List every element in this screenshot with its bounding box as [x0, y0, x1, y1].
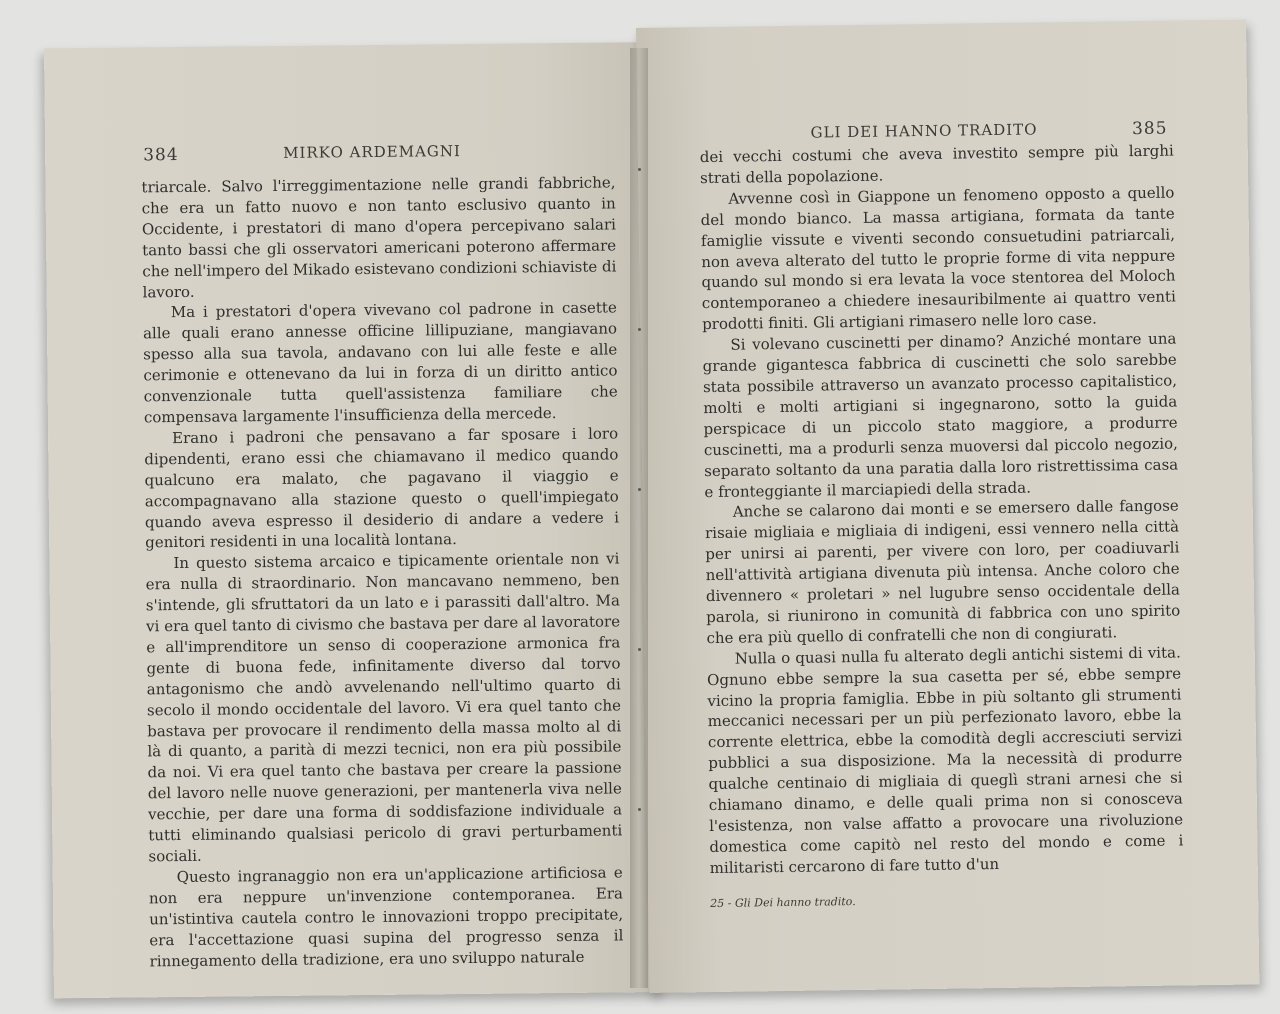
book-gutter: [630, 48, 648, 988]
paragraph: In questo sistema arcaico e tipicamente orientale non vi era nulla di straordinario. Non mancavano nemmeno, ben s'intende, gli sfruttatori da un lato e i parassiti dall'altro. Ma vi era quel tanto di civismo che bastava per dare al lavoratore e all'imprenditore un senso di cooperazione armonica fra gente di buona fede, infinitamente diverso dal torvo antagonismo che andò avvelenando nell'ultimo quarto di secolo il mondo occidentale del lavoro. Vi era quel tanto che bastava per provocare il rendimento della massa molto al di là di quanto, a parità di mezzi tecnici, non era più possibile da noi. Vi era quel tanto che bastava per creare la passione del lavoro nelle nuove generazioni, per mantenerla viva nelle vecchie, per dare una forma di soddisfazione individuale a tutti eliminando qualsiasi pericolo di gravi perturbamenti sociali.: [145, 549, 623, 866]
paragraph: Si volevano cuscinetti per dinamo? Anziché montare una grande gigantesca fabbrica di cuscinetti che solo sarebbe stata possibile attraverso un avanzato processo capitalistico, molti e molti artigiani si ingegnarono, sotto la guida perspicace di un piccolo stato maggiore, a produrre cuscinetti, ma a produrli senza muoversi dal piccolo negozio, separato soltanto da una paratia dalla loro ristrettissima casa e fronteggiante il marciapiedi della strada.: [702, 329, 1179, 501]
left-running-head: [45, 140, 655, 170]
paragraph: Erano i padroni che pensavano a far sposare i loro dipendenti, erano essi che chiamavano il medico quando qualcuno era malato, che pagavano il viaggio e accompagnavano alla stazione questo o quell'impiegato quando aveva espresso il desiderio di andare a vedere i genitori residenti in una località lontana.: [144, 424, 620, 552]
signature-footer: 25 - Gli Dei hanno tradito.: [710, 895, 856, 911]
right-page-text: [700, 141, 1184, 879]
left-page-number: 384: [143, 144, 179, 166]
paragraph: Avvenne così in Giappone un fenomeno opposto a quello del mondo bianco. La massa artigiana, formata da tante famiglie vissute e viventi secondo consuetudini patriarcali, non aveva alterato del tutto le proprie forme di vita neppure quando sul mondo si era levata la voce stentorea del Moloch contemporaneo a chiedere inesauribilmente ai quattro venti prodotti finiti. Gli artigiani rimasero nelle loro case.: [700, 183, 1176, 334]
paragraph: dei vecchi costumi che aveva investito sempre più larghi strati della popolazione.: [699, 141, 1174, 188]
paragraph: Ma i prestatori d'opera vivevano col padrone in casette alle quali erano annesse officine lillipuziane, mangiavano spesso alla sua tavola, andavano con lui alle feste e alle cerimonie e ottenevano da lui in forza di un diritto antico convenzionale tutta quell'assistenza familiare che compensava largamente l'insufficienza della mercede.: [142, 298, 618, 427]
right-header-title: GLI DEI HANNO TRADITO: [810, 120, 1038, 142]
paragraph: Anche se calarono dai monti e se emersero dalle fangose risaie migliaia e migliaia di indigeni, essi vennero nella città per unirsi ai parenti, per vivere con loro, per coadiuvarli nell'attività artigiana divenuta più intensa. Anche coloro che divennero « proletari » nel lugubre senso occidentale della parola, si riunirono in comunità di fabbrica con uno spirito che era più quello di confratelli che non di congiurati.: [704, 496, 1181, 647]
paragraph: Questo ingranaggio non era un'applicazione artificiosa e non era neppure un'invenzione contemporanea. Era un'istintiva cautela contro le innovazioni troppo precipitate, era l'accettazione quasi supina del progresso senza il rinnegamento della tradizione, era uno sviluppo naturale: [148, 863, 624, 970]
left-header-title: MIRKO ARDEMAGNI: [283, 142, 462, 162]
binding-stitch: [638, 168, 641, 171]
right-page: [636, 19, 1259, 992]
paragraph: Nulla o quasi nulla fu alterato degli antichi sistemi di vita. Ognuno ebbe sempre la sua casetta per sé, ebbe sempre vicino la propria famiglia. Ebbe in più soltanto gli strumenti meccanici necessari per un più perfezionato lavoro, ebbe la corrente elettrica, ebbe la comodità degli accresciuti servizi pubblici a sua disposizione. Ma la necessità di produrre qualche centinaio di migliaia di queglì strani arnesi che si chiamano dinamo, e delle quali prima non si conosceva l'esistenza, non valse affatto a provocare una rivoluzione domestica come capitò nel resto del mondo e come i militaristi cercarono di fare tutto d'un: [706, 643, 1184, 877]
paragraph: triarcale. Salvo l'irreggimentazione nelle grandi fabbriche, che era un fatto nuovo e non tanto esclusivo quanto in Occidente, i prestatori di mano d'opera percepivano salari tanto bassi che gli osservatori americani poterono affermare che nell'impero del Mikado esistevano condizioni schiaviste di lavoro.: [141, 173, 617, 301]
right-page-number: 385: [1131, 118, 1168, 140]
open-book: [22, 18, 1262, 998]
binding-stitch: [638, 648, 641, 651]
left-page-text: [141, 172, 623, 971]
binding-stitch: [638, 488, 641, 491]
binding-stitch: [638, 808, 641, 811]
binding-stitch: [638, 328, 641, 331]
left-page: [44, 42, 664, 998]
